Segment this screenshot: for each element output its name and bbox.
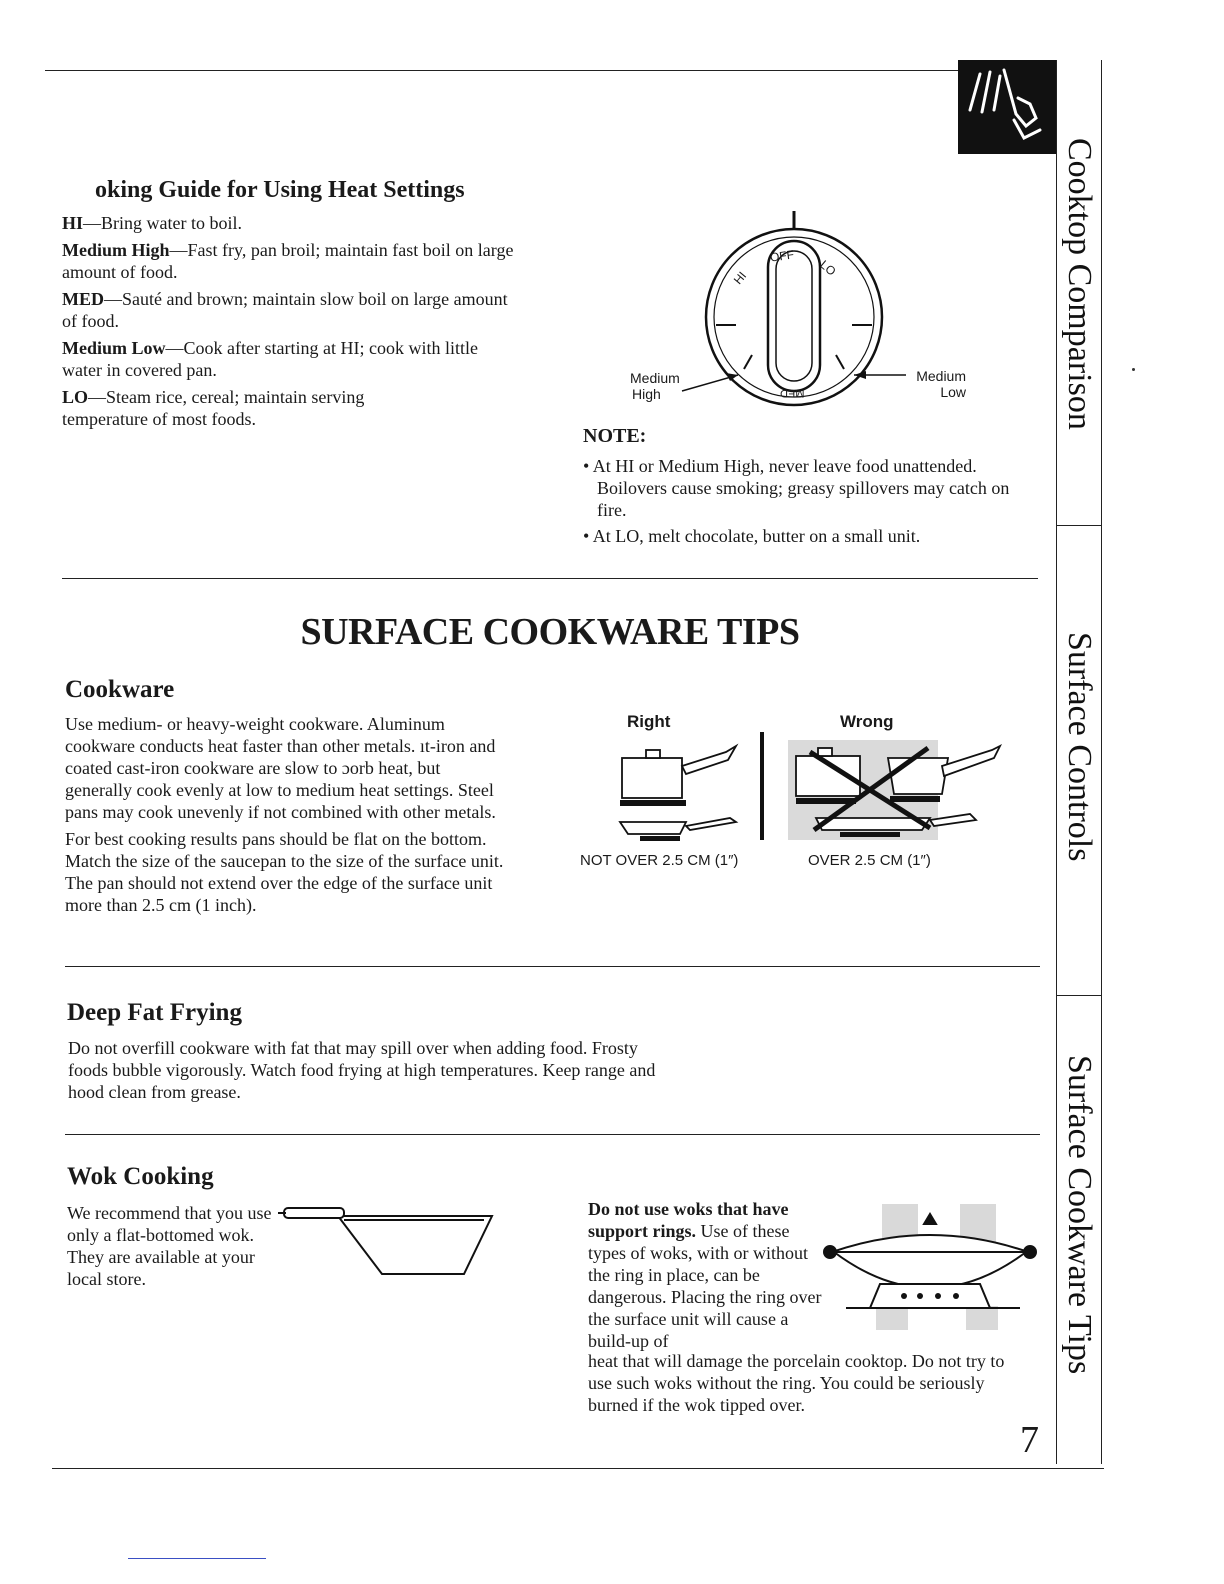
knob-med-label: MED (780, 387, 805, 399)
wok-warning-text: Use of these types of woks, with or without the ring in place, can be dangerous. Placing the ring over the surface unit will cause a build-up of (588, 1221, 822, 1351)
page-number: 7 (1020, 1419, 1039, 1461)
section-rule-1 (62, 578, 1038, 579)
flat-wok-illustration (278, 1200, 498, 1280)
wok-warning-bold: Do not use woks that have support rings. (588, 1199, 789, 1241)
footer-link-line (128, 1558, 266, 1559)
control-knob-diagram (620, 205, 980, 435)
knob-off-label: OFF (769, 247, 795, 265)
heat-item-medium-low: Medium Low—Cook after starting at HI; cook with little water in covered pan. (62, 338, 478, 380)
wok-heading: Wok Cooking (67, 1163, 214, 1190)
right-caption: NOT OVER 2.5 CM (1″) (580, 852, 739, 869)
knob-medium-high-label: Medium High (630, 370, 680, 402)
knob-lo-label: LO (817, 257, 839, 279)
cookware-heading: Cookware (65, 676, 175, 703)
top-rule (45, 70, 965, 71)
stray-dot (1132, 368, 1135, 371)
ring-wok-illustration (820, 1200, 1040, 1330)
knob-hi-label: HI (730, 268, 750, 288)
wrong-caption: OVER 2.5 CM (1″) (808, 852, 931, 869)
cookware-para-1: Use medium- or heavy-weight cookware. Aluminum cookware conducts heat faster than other metals. ıt-iron and coated cast-iron cookware are slow to ɔorb heat, but generally cook evenly at low to medium heat settings. Steel pans may cook unevenly if not combined with other metals. (65, 714, 496, 822)
cookware-para-2: For best cooking results pans should be flat on the bottom. Match the size of the saucepan to the size of the surface unit. The pan should not extend over the edge of the surface unit more than 2.5 cm (1 inch). (65, 829, 504, 915)
section-rule-3 (65, 1134, 1040, 1135)
deep-fat-heading: Deep Fat Frying (67, 999, 242, 1026)
deep-fat-text: Do not overfill cookware with fat that may spill over when adding food. Frosty foods bubble vigorously. Watch food frying at high temperatures. Keep range and hood clean from grease. (68, 1038, 656, 1102)
knob-medium-low-label: Medium Low (916, 368, 966, 400)
tab-cooktop-comparison[interactable]: Cooktop Comparison (1061, 138, 1098, 430)
tab-divider-2 (1056, 995, 1102, 996)
tab-surface-cookware-tips[interactable]: Surface Cookware Tips (1061, 1055, 1098, 1375)
note-item: • At LO, melt chocolate, butter on a small unit. (583, 526, 921, 546)
tab-hand-icon (958, 60, 1056, 154)
note-heading: NOTE: (583, 425, 647, 447)
heat-item-hi: HI—Bring water to boil. (62, 213, 242, 233)
cookware-text (65, 713, 509, 921)
heat-item-lo: LO—Steam rice, cereal; maintain serving temperature of most foods. (62, 387, 365, 429)
page-title: SURFACE COOKWARE TIPS (300, 611, 800, 653)
cookware-illustration (600, 730, 1020, 850)
note-item: • At HI or Medium High, never leave food unattended. Boilovers cause smoking; greasy spillovers may catch on fire. (583, 456, 1010, 520)
bottom-rule (52, 1468, 1104, 1469)
heat-item-med: MED—Sauté and brown; maintain slow boil on large amount of food. (62, 289, 508, 331)
wok-warning (588, 1198, 828, 1352)
tab-surface-controls[interactable]: Surface Controls (1061, 632, 1098, 862)
note-list (583, 455, 1043, 551)
wrong-label: Wrong (840, 712, 894, 731)
tab-divider-1 (1056, 525, 1102, 526)
wok-warning-continued: heat that will damage the porcelain cooktop. Do not try to use such woks without the ring. You could be seriously burned if the wok tipped over. (588, 1351, 1005, 1415)
heat-item-medium-high: Medium High—Fast fry, pan broil; maintain fast boil on large amount of food. (62, 240, 514, 282)
right-label: Right (627, 712, 671, 731)
heat-guide-heading: oking Guide for Using Heat Settings (95, 177, 465, 203)
wok-text: We recommend that you use only a flat-bottomed wok. They are available at your local store. (67, 1203, 272, 1289)
section-rule-2 (65, 966, 1040, 967)
heat-guide-list (62, 212, 517, 435)
